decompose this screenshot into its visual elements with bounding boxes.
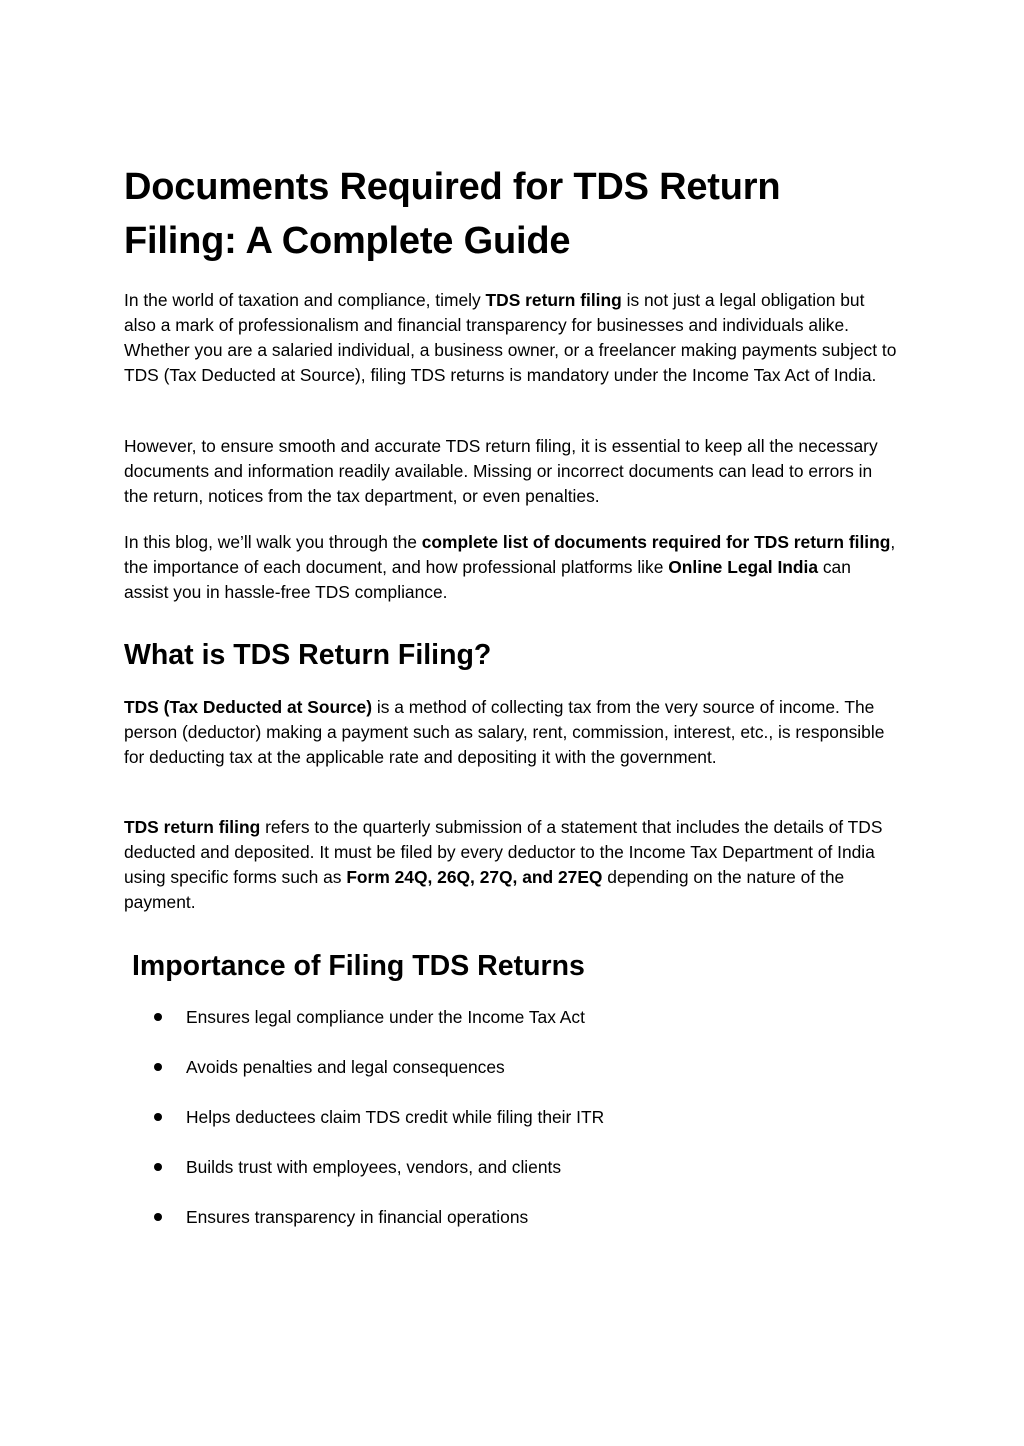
section1-p2-text-d: depending on the nature of the payment. (124, 867, 845, 912)
intro-p3-text-a: In this blog, we’ll walk you through the (124, 532, 422, 552)
section1-paragraph-1 (124, 695, 900, 770)
intro-p3-text-e: can assist you in hassle-free TDS compliance. (124, 557, 851, 602)
list-item (154, 1055, 604, 1080)
list-item-text: Avoids penalties and legal consequences (186, 1057, 505, 1077)
section1-p2-bold-forms: Form 24Q, 26Q, 27Q, and 27EQ (346, 867, 603, 887)
list-item (154, 1105, 604, 1130)
importance-bullet-list (154, 1005, 604, 1255)
intro-paragraph-3 (124, 530, 900, 605)
list-item-text: Ensures transparency in financial operations (186, 1207, 529, 1227)
list-item (154, 1155, 604, 1180)
section1-p1-text: is a method of collecting tax from the very source of income. The person (deductor) making a payment such as salary, rent, commission, interest, etc., is responsible for deducting tax at the applicable rate and depositing it with the government. (124, 697, 885, 767)
intro-p3-bold-brand: Online Legal India (668, 557, 819, 577)
intro-p1-text-c: is not just a legal obligation but also a mark of professionalism and financial transparency for businesses and individuals alike. Whether you are a salaried individual, a business owner, or a freelancer making payments subject to TDS (Tax Deducted at Source), filing TDS returns is mandatory under the Income Tax Act of India. (124, 290, 897, 385)
bullet-icon (154, 1063, 162, 1071)
page-title: Documents Required for TDS Return Filing: A Complete Guide (124, 166, 781, 262)
section1-p2-text-b: refers to the quarterly submission of a statement that includes the details of TDS deducted and deposited. It must be filed by every deductor to the Income Tax Department of India using specific forms such as (124, 817, 883, 887)
bullet-icon (154, 1213, 162, 1221)
section-heading-what-is: What is TDS Return Filing? (124, 639, 492, 671)
bullet-icon (154, 1113, 162, 1121)
list-item-text: Ensures legal compliance under the Income Tax Act (186, 1007, 585, 1027)
bullet-icon (154, 1163, 162, 1171)
intro-paragraph-1 (124, 288, 900, 388)
section1-p1-bold: TDS (Tax Deducted at Source) (124, 697, 373, 717)
intro-p3-bold-list: complete list of documents required for TDS return filing (421, 532, 891, 552)
section1-p2-bold: TDS return filing (124, 817, 261, 837)
list-item (154, 1205, 604, 1230)
list-item-text: Builds trust with employees, vendors, and clients (186, 1157, 562, 1177)
section1-paragraph-2 (124, 815, 900, 915)
list-item-text: Helps deductees claim TDS credit while filing their ITR (186, 1107, 605, 1127)
intro-p1-text-a: In the world of taxation and compliance, timely (124, 290, 486, 310)
bullet-icon (154, 1013, 162, 1021)
section-heading-importance: Importance of Filing TDS Returns (132, 950, 585, 982)
intro-p3-text-c: , the importance of each document, and how professional platforms like (124, 532, 896, 577)
intro-p1-bold: TDS return filing (485, 290, 622, 310)
intro-paragraph-2: However, to ensure smooth and accurate TDS return filing, it is essential to keep all the necessary documents and information readily available. Missing or incorrect documents can lead to errors in the return, notices from the tax department, or even penalties. (124, 436, 878, 506)
list-item (154, 1005, 604, 1030)
